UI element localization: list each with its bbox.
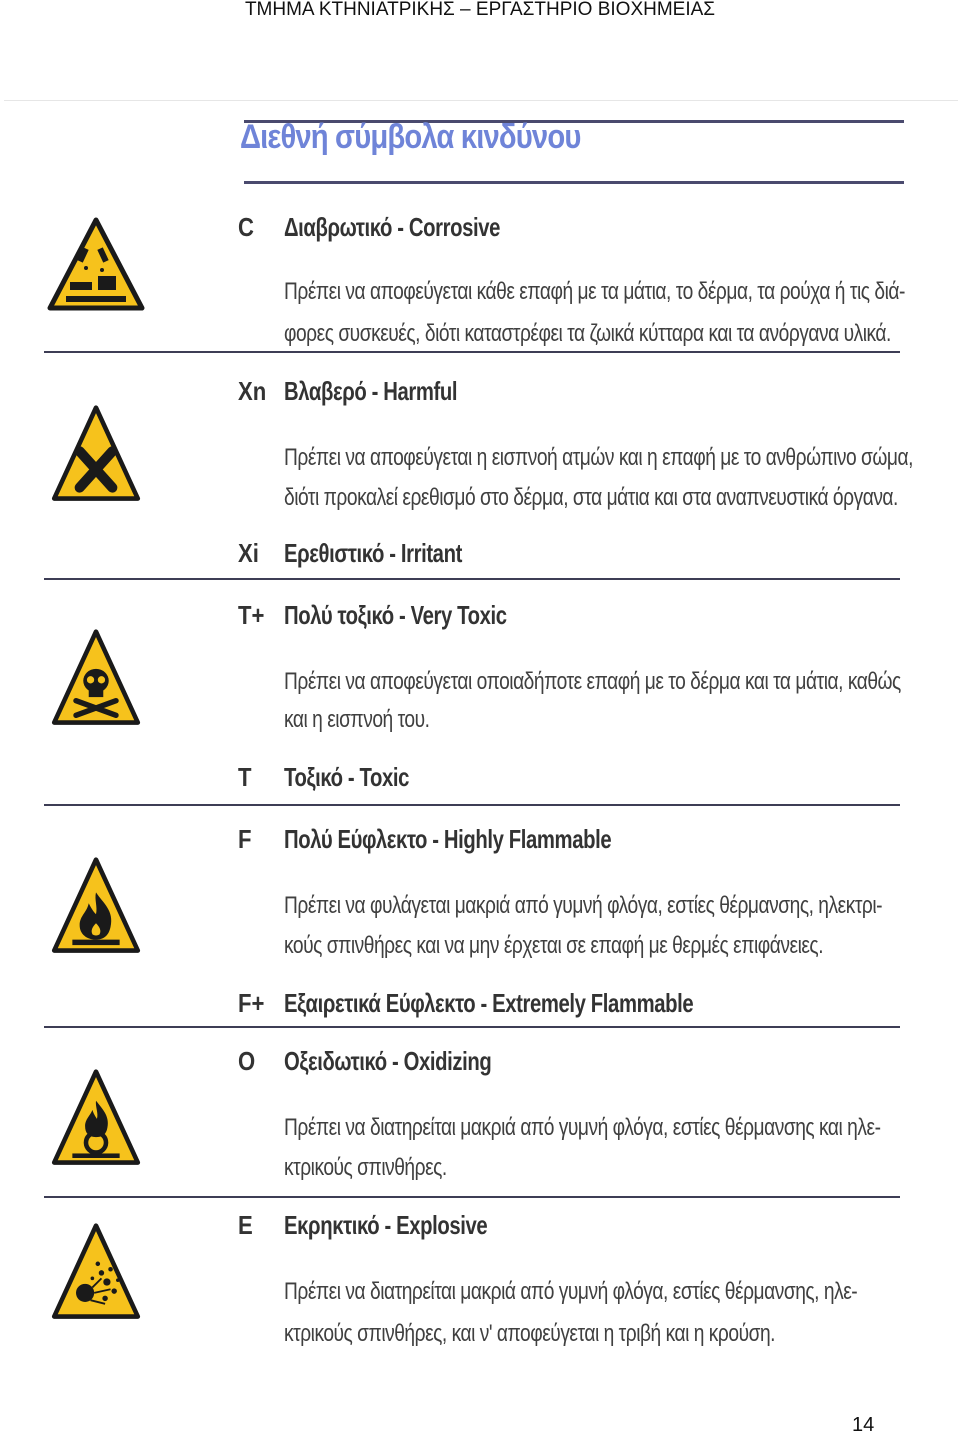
section-code: F+ — [238, 988, 265, 1018]
section-code: C — [238, 212, 254, 242]
section-description-line: κούς σπινθήρες και να μην έρχεται σε επαφή με θερμές επιφάνειες. — [284, 932, 824, 959]
page-header: ΤΜΗΜΑ ΚΤΗΝΙΑΤΡΙΚΗΣ – ΕΡΓΑΣΤΗΡΙΟ ΒΙΟΧΗΜΕΙΑΣ — [244, 0, 716, 20]
section-divider — [44, 1026, 900, 1028]
section-name: Πολύ τοξικό - Very Toxic — [284, 600, 507, 630]
section-code: Xi — [238, 538, 259, 568]
section-divider — [44, 351, 900, 353]
section-code: O — [238, 1046, 256, 1076]
section-divider — [44, 804, 900, 806]
section-name: Εκρηκτικό - Explosive — [284, 1210, 488, 1240]
section-code: F — [238, 824, 252, 854]
section-name: Εξαιρετικά Εύφλεκτο - Extremely Flammable — [284, 988, 694, 1018]
section-name: Τοξικό - Toxic — [284, 762, 409, 792]
title-bottom-rule — [244, 181, 904, 184]
section-name: Διαβρωτικό - Corrosive — [284, 212, 500, 242]
section-description-line: φορες συσκευές, διότι καταστρέφει τα ζωικά κύτταρα και τα ανόργανα υλικά. — [284, 320, 891, 347]
section-description-line: Πρέπει να αποφεύγεται η εισπνοή ατμών και η επαφή με το ανθρώπινο σώμα, — [284, 444, 913, 471]
section-divider — [44, 1196, 900, 1198]
section-divider — [44, 578, 900, 580]
explosive-icon — [46, 1222, 146, 1322]
corrosive-icon — [46, 216, 146, 316]
section-description-line: και η εισπνοή του. — [284, 706, 430, 733]
section-code: T — [238, 762, 252, 792]
section-description-line: Πρέπει να φυλάγεται μακριά από γυμνή φλόγα, εστίες θέρμανσης, ηλεκτρι- — [284, 892, 883, 919]
flame-icon — [46, 856, 146, 956]
section-description-line: διότι προκαλεί ερεθισμό στο δέρμα, στα μάτια και στα αναπνευστικά όργανα. — [284, 484, 898, 511]
section-description-line: Πρέπει να διατηρείται μακριά από γυμνή φλόγα, εστίες θέρμανσης, ηλε- — [284, 1278, 858, 1305]
skull-crossbones-icon — [46, 628, 146, 728]
flame-over-circle-icon — [46, 1068, 146, 1168]
section-code: T+ — [238, 600, 265, 630]
page-title: Διεθνή σύμβολα κινδύνου — [240, 118, 581, 156]
section-code: E — [238, 1210, 253, 1240]
section-name: Πολύ Εύφλεκτο - Highly Flammable — [284, 824, 612, 854]
harmful-x-icon — [46, 404, 146, 504]
section-description-line: Πρέπει να αποφεύγεται κάθε επαφή με τα μάτια, το δέρμα, τα ρούχα ή τις διά- — [284, 278, 905, 305]
section-name: Οξειδωτικό - Oxidizing — [284, 1046, 492, 1076]
section-description-line: κτρικούς σπινθήρες. — [284, 1154, 447, 1181]
page-number: 14 — [852, 1414, 875, 1436]
section-name: Ερεθιστικό - Irritant — [284, 538, 462, 568]
section-description-line: Πρέπει να διατηρείται μακριά από γυμνή φλόγα, εστίες θέρμανσης και ηλε- — [284, 1114, 881, 1141]
section-code: Xn — [238, 376, 267, 406]
section-name: Βλαβερό - Harmful — [284, 376, 458, 406]
section-description-line: κτρικούς σπινθήρες, και ν' αποφεύγεται η τριβή και η κρούση. — [284, 1320, 776, 1347]
section-description-line: Πρέπει να αποφεύγεται οποιαδήποτε επαφή με το δέρμα και τα μάτια, καθώς — [284, 668, 901, 695]
